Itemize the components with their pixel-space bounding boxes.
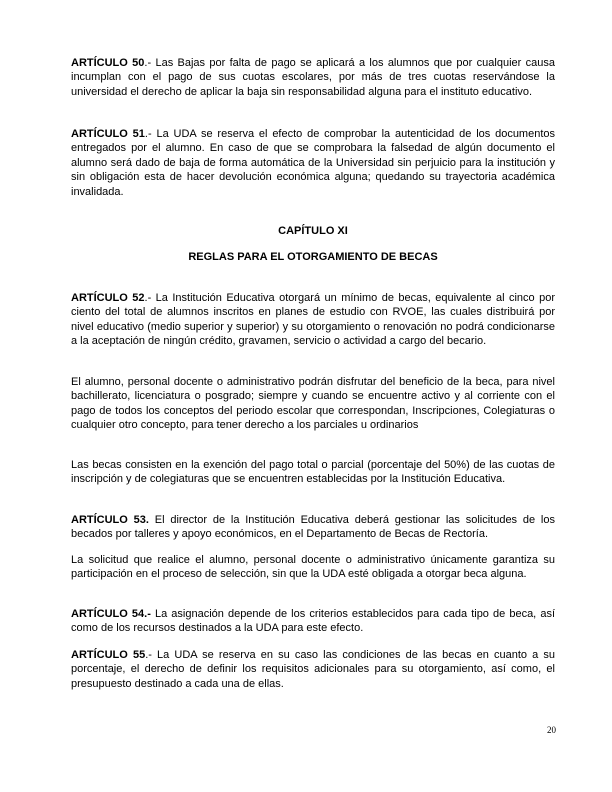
article-50 (71, 56, 555, 99)
page-number: 20 (547, 725, 556, 735)
article-51-text: .- La UDA se reserva el efecto de comprobar la autenticidad de los documentos entregados por el alumno. En caso de que se comprobara la falsedad de algún documento el alumno será dado de baja de forma automática de la Universidad sin perjuicio para la institución y sin obligación esta de hacer devolución económica alguna; quedando su trayectoria académica invalidada. (71, 128, 556, 198)
article-54-text: La asignación depende de los criterios establecidos para cada tipo de beca, así como de los recursos destinados a la UDA para este efecto. (71, 608, 555, 635)
article-53-paragraph-2: La solicitud que realice el alumno, personal docente o administrativo únicamente garantiza su participación en el proceso de selección, sin que la UDA esté obligada a otorgar beca alguna. (71, 554, 555, 581)
article-52 (71, 291, 555, 349)
article-52-text: .- La Institución Educativa otorgará un mínimo de becas, equivalente al cinco por ciento del total de alumnos inscritos en planes de estudio con RVOE, las cuales distribuirá por nivel educativo (medio superior y superior) y su otorgamiento o renovación no podrá condicionarse a la aceptación de ningún crédito, gravamen, servicio o actividad a cargo del becario. (71, 292, 555, 348)
chapter-title: REGLAS PARA EL OTORGAMIENTO DE BECAS (188, 251, 438, 263)
article-55-label: ARTÍCULO 55 (71, 649, 146, 661)
article-54-label: ARTÍCULO 54.- (71, 608, 151, 620)
article-54 (71, 607, 555, 636)
article-53-text: El director de la Institución Educativa deberá gestionar las solicitudes de los becados por talleres y apoyo económicos, en el Departamento de Becas de Rectoría. (71, 514, 555, 541)
article-55-text: .- La UDA se reserva en su caso las condiciones de las becas en cuanto a su porcentaje, el derecho de definir los requisitos adicionales para su otorgamiento, así como, el presupuesto destinado a cada una de ellas. (71, 649, 555, 690)
article-51-label: ARTÍCULO 51 (71, 128, 145, 140)
article-51 (71, 127, 555, 199)
article-50-text: .- Las Bajas por falta de pago se aplicará a los alumnos que por cualquier causa incumplan con el pago de sus cuotas escolares, por más de tres cuotas reservándose la universidad el derecho de aplicar la baja sin responsabilidad alguna para el instituto educativo. (71, 57, 555, 98)
article-52-paragraph-3: Las becas consisten en la exención del pago total o parcial (porcentaje del 50%) de las cuotas de inscripción y de colegiaturas que se encuentren establecidas por la Institución Educativa. (71, 459, 555, 486)
article-53 (71, 513, 555, 542)
article-52-paragraph-2: El alumno, personal docente o administrativo podrán disfrutar del beneficio de la beca, para nivel bachillerato, licenciatura o posgrado; siempre y cuando se encuentre activo y al corriente con el pago de todos los conceptos del periodo escolar que correspondan, Inscripciones, Colegiaturas o cualquier otro concepto, para tener derecho a los parciales u ordinarios (71, 376, 555, 432)
article-50-label: ARTÍCULO 50 (71, 57, 145, 69)
chapter-number: CAPÍTULO XI (278, 225, 348, 237)
article-52-label: ARTÍCULO 52 (71, 292, 145, 304)
article-55 (71, 648, 555, 691)
article-53-label: ARTÍCULO 53. (71, 514, 149, 526)
